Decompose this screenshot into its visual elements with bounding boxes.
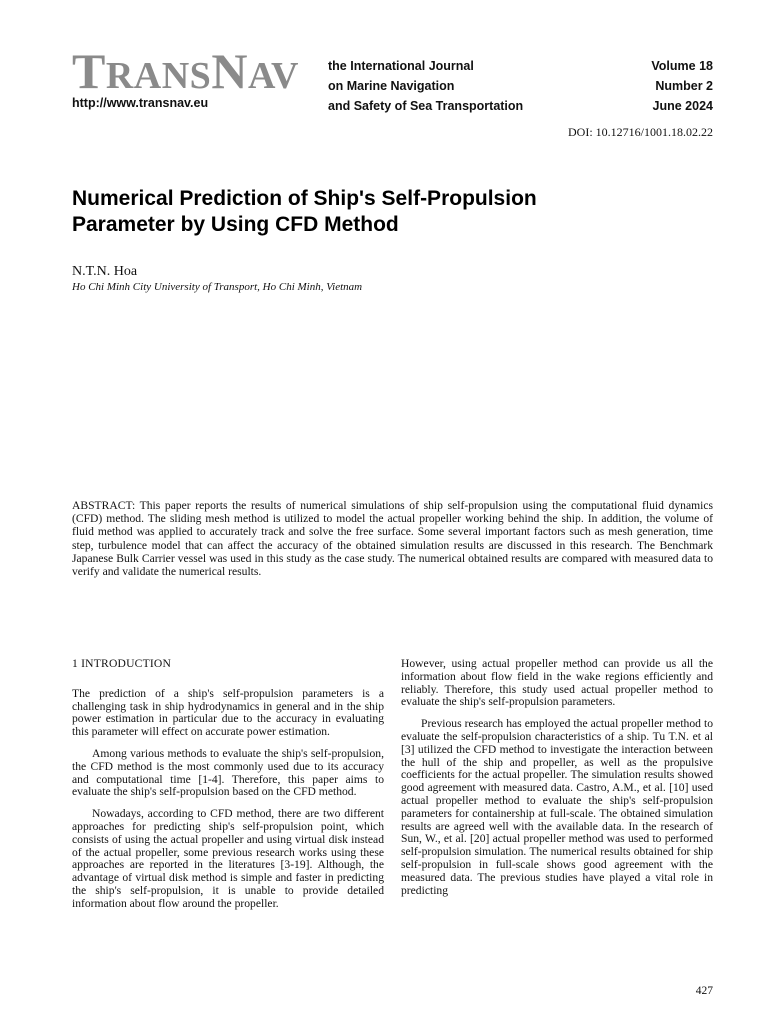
abstract: ABSTRACT: This paper reports the results of numerical simulations of ship self-propulsion using the computational fluid dynamics (CFD) method. The sliding mesh method is utilized to model the actual propeller working behind the ship. In addition, the volume of fluid method was applied to accurately track and solve the free surface. Some several important factors such as mesh generation, time step, turbulence model that can affect the accuracy of the obtained simulation results are discussed in this research. The Benchmark Japanese Bulk Carrier vessel was used in this study as the case study. The numerical obtained results are compared with measured data to verify and validate the numerical results. [72,499,713,579]
article-title-line: Parameter by Using CFD Method [72,213,399,236]
issue-date: June 2024 [652,99,713,113]
logo-letter: N [211,43,248,99]
paragraph: Nowadays, according to CFD method, there are two different approaches for predicting ship's self-propulsion point, which consists of using the actual propeller and using virtual disk instead of the actual propeller, some previous research works using these approaches are reported in the literatures [3-19]. Although, the advantage of virtual disk method is simple and faster in predicting the ship's self-propulsion, it is unable to provide detailed information about flow around the propeller. [72,807,384,910]
journal-name [328,56,523,116]
logo-letter: T [72,43,106,99]
paragraph: Previous research has employed the actual propeller method to evaluate the self-propulsion characteristics of a ship. Tu T.N. et al [3] utilized the CFD method to investigate the interaction between the hull of the ship and propeller, as well as the propulsive coefficients for the actual propeller. The simulation results showed good agreement with measured data. Castro, A.M., et al. [10] used actual propeller method to evaluate the ship's self-propulsion parameters for containership at full-scale. The obtained simulation results are agreed well with the available data. In the research of Sun, W., et al. [20] actual propeller method was used to performed self-propulsion simulation. The numerical results obtained for ship self-propulsion in full-scale shows good agreement with the measured data. The previous studies have played a vital role in predicting [401,717,713,897]
article-title-line: Numerical Prediction of Ship's Self-Propulsion [72,187,537,210]
right-column [401,658,713,906]
journal-name-line: and Safety of Sea Transportation [328,99,524,113]
left-column [72,658,384,920]
paragraph: However, using actual propeller method can provide us all the information about flow field in the wake regions efficiently and reliably. Therefore, this study used actual propeller method to evaluate the ship's self-propulsion parameters. [401,657,713,709]
journal-name-line: on Marine Navigation [328,79,455,93]
section-heading: 1 INTRODUCTION [72,657,172,670]
journal-url[interactable]: http://www.transnav.eu [72,96,209,110]
author-name: N.T.N. Hoa [72,264,138,279]
logo-letter: AV [247,55,299,97]
logo-letter: RANS [105,55,212,97]
volume: Volume 18 [651,59,713,73]
journal-name-line: the International Journal [328,59,474,73]
paragraph: The prediction of a ship's self-propulsion parameters is a challenging task in ship hydrodynamics in general and in the ship power estimation in particular due to the accuracy in evaluating this parameter will effect on accurate power estimation. [72,686,384,739]
issue-number: Number 2 [655,79,713,93]
transnav-logo [72,43,299,99]
page-number: 427 [695,985,713,997]
article-title [72,186,692,238]
author-affiliation: Ho Chi Minh City University of Transport, Ho Chi Minh, Vietnam [72,281,363,293]
doi[interactable]: DOI: 10.12716/1001.18.02.22 [568,125,713,139]
issue-info [651,56,713,116]
paragraph: Among various methods to evaluate the ship's self-propulsion, the CFD method is the most commonly used due to its accuracy and computational time [1-4]. Therefore, this paper aims to evaluate the ship's self-propulsion based on the CFD method. [72,746,384,799]
